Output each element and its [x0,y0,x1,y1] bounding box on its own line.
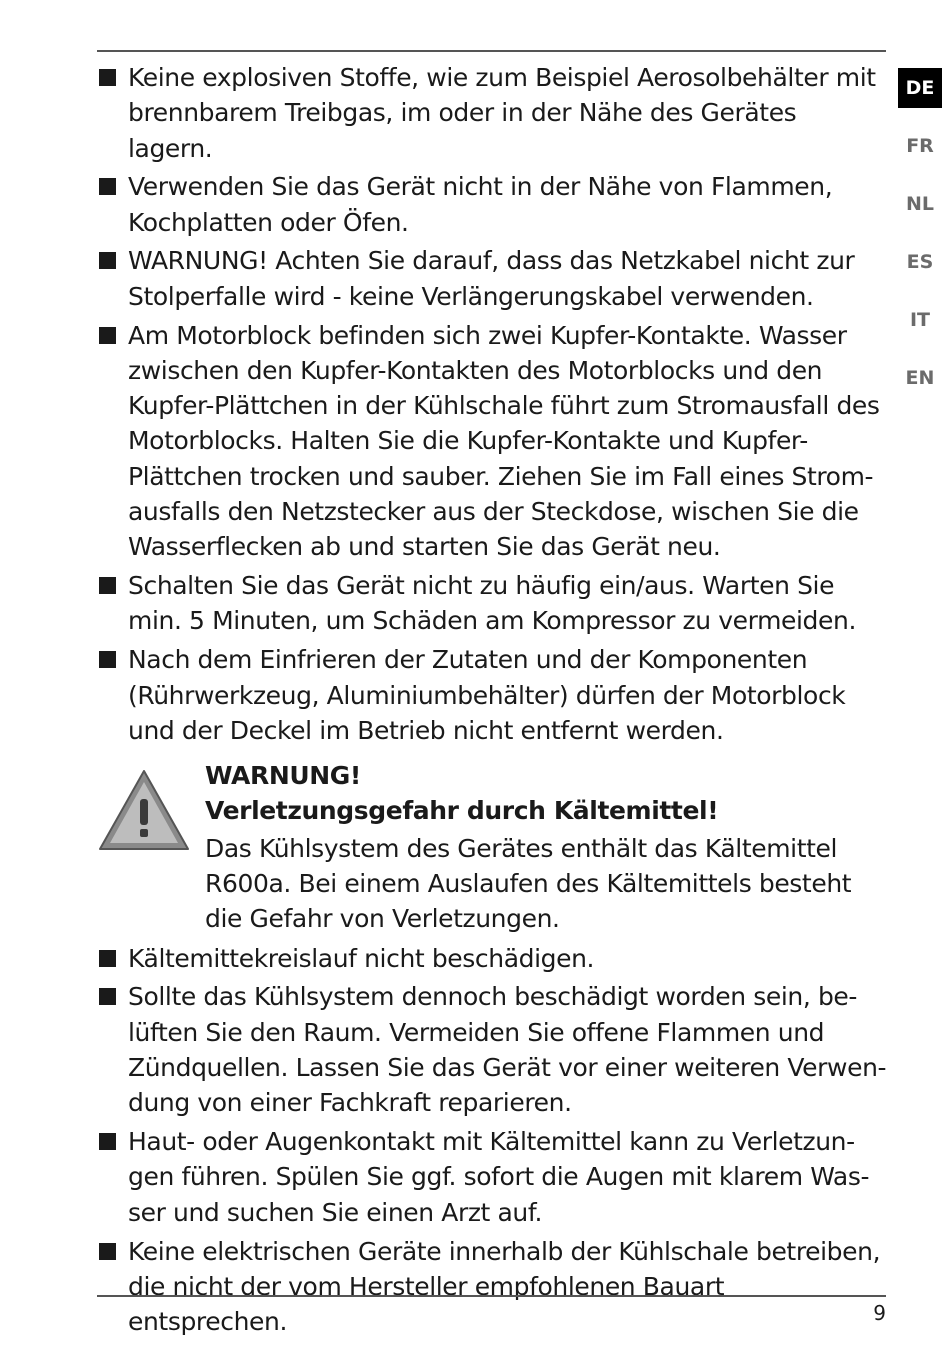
list-item [97,243,887,314]
list-item [97,642,887,748]
list-item [97,60,887,166]
list-item-text: WARNUNG! Achten Sie darauf, dass das Netzkabel nicht zur Stolperfalle wird - keine Verlängerungskabel verwenden. [128,246,855,311]
list-item-text: Haut- oder Augenkontakt mit Kältemittel kann zu Verletzun-gen führen. Spülen Sie ggf. sofort die Augen mit klarem Was-ser und suchen Sie einen Arzt auf. [128,1127,870,1227]
warning-title: WARNUNG! [205,761,361,791]
square-bullet-icon [99,651,116,668]
square-bullet-icon [99,252,116,269]
square-bullet-icon [99,178,116,195]
warning-triangle-icon [97,768,191,852]
square-bullet-icon [99,69,116,86]
square-bullet-icon [99,988,116,1005]
safety-list-bottom [97,941,887,1340]
safety-list-top [97,60,887,748]
list-item-text: Am Motorblock befinden sich zwei Kupfer-Kontakte. Wasser zwischen den Kupfer-Kontakten des Motorblocks und den Kupfer-Plättchen in der Kühlschale führt zum Stromausfall des Motorblocks. Halten Sie die Kupfer-Kontakte und Kupfer-Plättchen trocken und sauber. Ziehen Sie im Fall eines Strom-ausfalls den Netzstecker aus der Steckdose, wischen Sie die Wasserflecken ab und starten Sie das Gerät neu. [128,320,880,562]
page-number: 9 [873,1301,886,1325]
list-item [97,1124,887,1230]
bottom-rule [97,1295,886,1297]
warning-subtitle: Verletzungsgefahr durch Kältemittel! [205,796,719,826]
top-rule [97,50,886,52]
language-tab-es[interactable]: ES [906,251,934,273]
square-bullet-icon [99,950,116,967]
list-item [97,318,887,565]
list-item-text: Sollte das Kühlsystem dennoch beschädigt worden sein, be-lüften Sie den Raum. Vermeiden Sie offene Flammen und Zündquellen. Lassen Sie das Gerät vor einer weiteren Verwen-dung von einer Fachkraft reparieren. [128,982,887,1118]
list-item [97,169,887,240]
square-bullet-icon [99,1133,116,1150]
square-bullet-icon [99,1243,116,1260]
square-bullet-icon [99,577,116,594]
square-bullet-icon [99,327,116,344]
list-item-text: Keine elektrischen Geräte innerhalb der Kühlschale betreiben, die nicht der vom Hersteller empfohlenen Bauart entsprechen. [128,1236,881,1337]
list-item [97,1234,887,1340]
page-content [97,60,887,1343]
warning-block [97,758,887,936]
list-item-text: Kältemittekreislauf nicht beschädigen. [128,943,595,973]
list-item-text: Schalten Sie das Gerät nicht zu häufig ein/aus. Warten Sie min. 5 Minuten, um Schäden am Kompressor zu vermeiden. [128,571,856,636]
language-tab-nl[interactable]: NL [905,193,934,215]
list-item [97,941,887,976]
list-item-text: Nach dem Einfrieren der Zutaten und der Komponenten (Rührwerkzeug, Aluminiumbehälter) dürfen der Motorblock und der Deckel im Betrieb nicht entfernt werden. [128,645,846,745]
warning-text: Das Kühlsystem des Gerätes enthält das Kältemittel R600a. Bei einem Auslaufen des Kältemittels besteht die Gefahr von Verletzungen. [205,833,852,934]
language-tab-de[interactable]: DE [898,68,942,108]
list-item-text: Keine explosiven Stoffe, wie zum Beispiel Aerosolbehälter mit brennbarem Treibgas, im oder in der Nähe des Gerätes lagern. [128,63,876,163]
language-tab-fr[interactable]: FR [906,135,934,157]
list-item [97,568,887,639]
language-tab-it[interactable]: IT [909,309,931,331]
language-tabs [898,68,942,416]
language-tab-en[interactable]: EN [905,367,935,389]
list-item [97,979,887,1120]
list-item-text: Verwenden Sie das Gerät nicht in der Nähe von Flammen, Kochplatten oder Öfen. [128,172,833,237]
